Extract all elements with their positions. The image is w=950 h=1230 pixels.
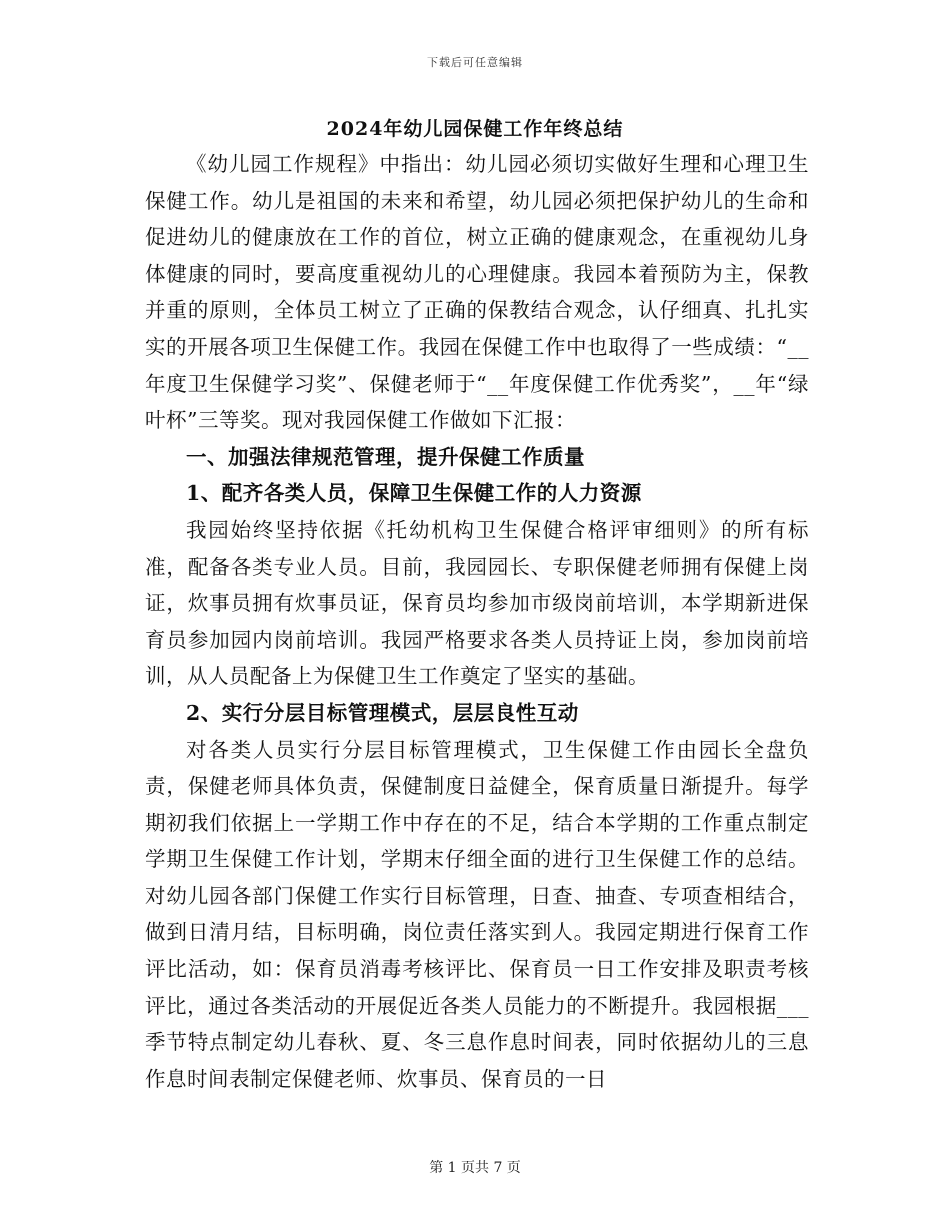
intro-paragraph: 《幼儿园工作规程》中指出：幼儿园必须切实做好生理和心理卫生保健工作。幼儿是祖国的未来和希望，幼儿园必须把保护幼儿的生命和促进幼儿的健康放在工作的首位，树立正确的健康观念，在重视幼儿身体健康的同时，要高度重视幼儿的心理健康。我园本着预防为主，保教并重的原则，全体员工树立了正确的保教结合观念，认仔细真、扎扎实实的开展各项卫生保健工作。我园在保健工作中也取得了一些成绩：“__年度卫生保健学习奖”、保健老师于“__年度保健工作优秀奖”，__年“绿叶杯”三等奖。现对我园保健工作做如下汇报：: [145, 152, 809, 433]
header-note: 下载后可任意编辑: [427, 56, 523, 69]
page-number-footer: 第 1 页共 7 页: [429, 1160, 521, 1176]
subsection-heading-1: 1、配齐各类人员，保障卫生保健工作的人力资源: [186, 481, 642, 506]
management-paragraph: 对各类人员实行分层目标管理模式，卫生保健工作由园长全盘负责，保健老师具体负责，保健制度日益健全，保育质量日渐提升。每学期初我们依据上一学期工作中存在的不足，结合本学期的工作重点制定学期卫生保健工作计划，学期末仔细全面的进行卫生保健工作的总结。对幼儿园各部门保健工作实行目标管理，日查、抽查、专项查相结合，做到日清月结，目标明确，岗位责任落实到人。我园定期进行保育工作评比活动，如：保育员消毒考核评比、保育员一日工作安排及职责考核评比，通过各类活动的开展促近各类人员能力的不断提升。我园根据___季节特点制定幼儿春秋、夏、冬三息作息时间表，同时依据幼儿的三息作息时间表制定保健老师、炊事员、保育员的一日: [145, 737, 809, 1091]
document-body: [145, 146, 809, 1097]
section-heading-1: 一、加强法律规范管理，提升保健工作质量: [186, 444, 585, 469]
staffing-paragraph: 我园始终坚持依据《托幼机构卫生保健合格评审细则》的所有标准，配备各类专业人员。目前，我园园长、专职保健老师拥有保健上岗证，炊事员拥有炊事员证，保育员均参加市级岗前培训，本学期新进保育员参加园内岗前培训。我园严格要求各类人员持证上岗，参加岗前培训，从人员配备上为保健卫生工作奠定了坚实的基础。: [145, 517, 809, 689]
subsection-heading-2: 2、实行分层目标管理模式，层层良性互动: [186, 700, 579, 725]
document-title: 2024年幼儿园保健工作年终总结: [326, 118, 624, 140]
